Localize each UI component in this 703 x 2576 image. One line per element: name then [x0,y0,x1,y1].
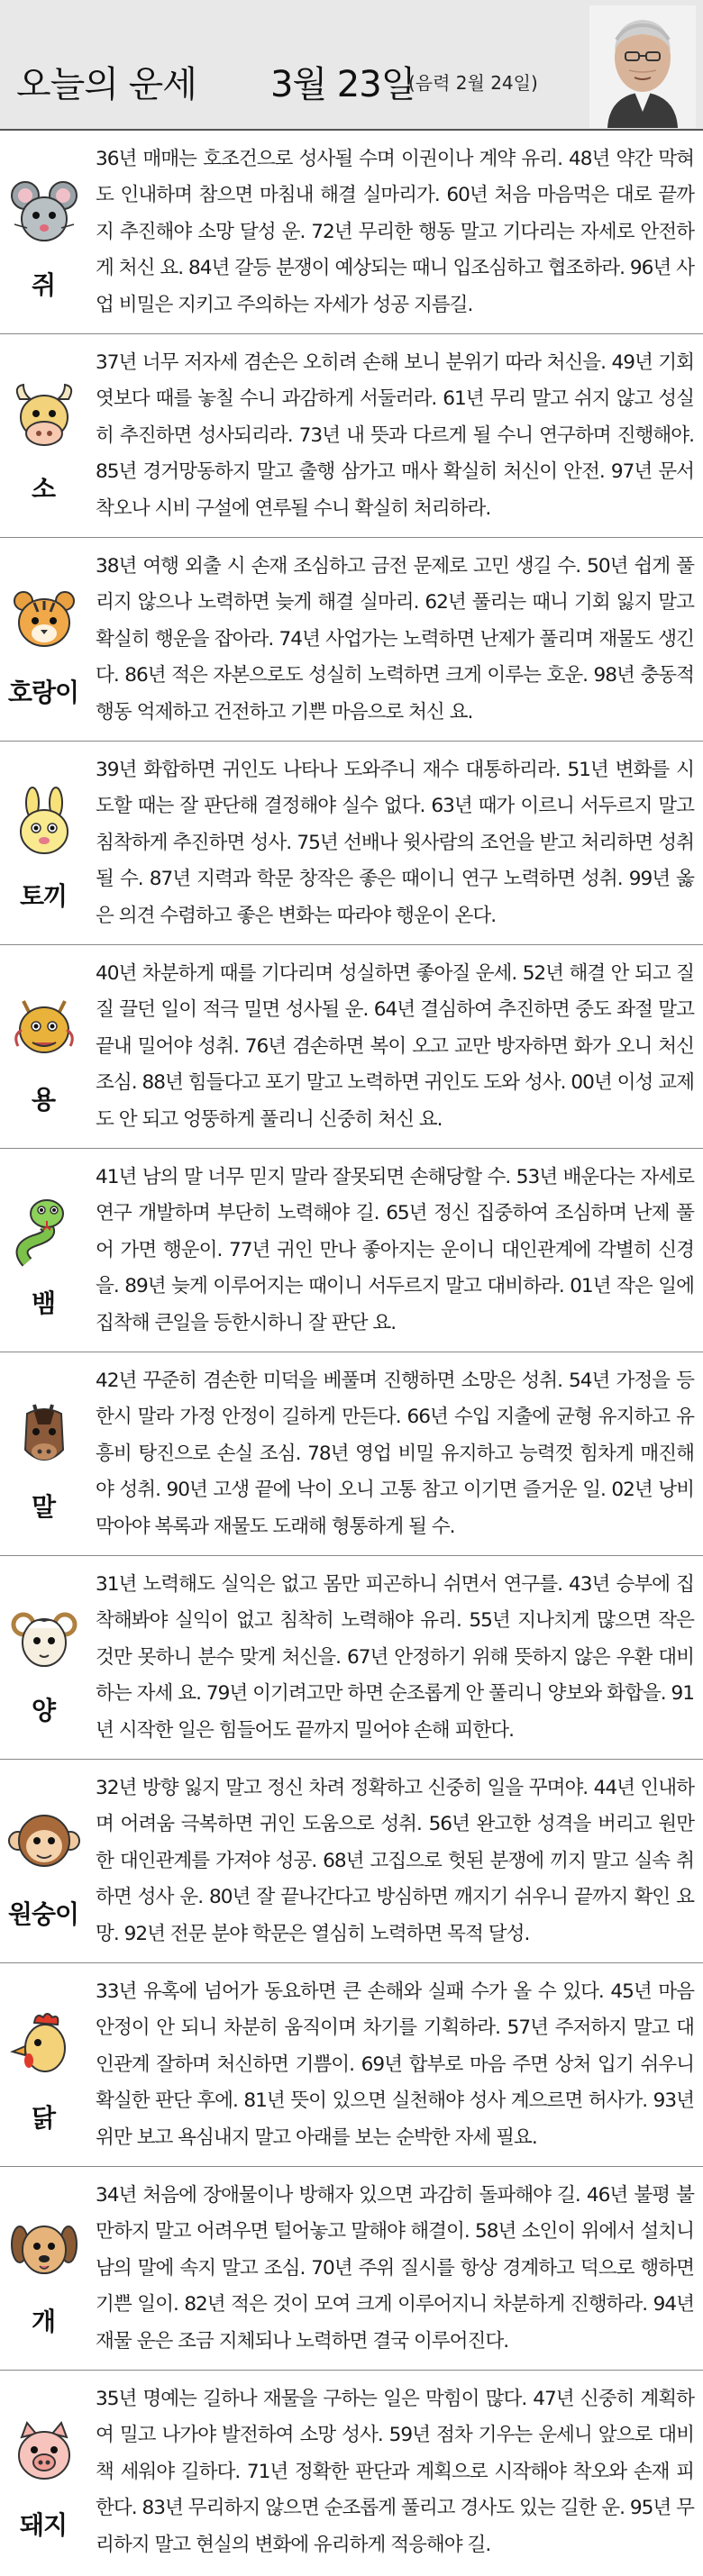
fortune-text: 36년 매매는 호조건으로 성사될 수며 이권이나 계약 유리. 48년 약간 막혀도 인내하며 참으면 마침내 해결 실마리가. 60년 처음 마음먹은 대로 끝까지 추진해야 소망 달성 운. 72년 무리한 행동 말고 기다리는 자세로 안전하게 처신 요. 84년 갈등 분쟁이 예상되는 때니 입조심하고 협조하라. 96년 사업 비밀은 지키고 주의하는 자세가 성공 지름길. [96,148,694,316]
rat-icon [7,176,81,250]
fortune-text: 37년 너무 저자세 겸손은 오히려 손해 보니 분위기 따라 처신을. 49년 기회 엿보다 때를 놓칠 수니 과감하게 서둘러라. 61년 무리 말고 쉬지 않고 성실히 추진하면 성사되리라. 73년 내 뜻과 다르게 될 수니 연구하며 진행해야. 85년 경거망동하지 말고 출행 삼가고 매사 확실히 처신이 안전. 97년 문서착오나 시비 구설에 연루될 수니 확실히 처리하라. [96,351,694,520]
zodiac-label-column [0,1556,87,1759]
zodiac-name: 말 [31,1492,56,1522]
zodiac-name: 쥐 [31,270,56,300]
horse-icon [7,1397,81,1471]
zodiac-name: 닭 [31,2103,56,2133]
fortune-text: 42년 꾸준히 겸손한 미덕을 베풀며 진행하면 소망은 성취. 54년 가정을 등한시 말라 가정 안정이 길하게 만든다. 66년 수입 지출에 균형 유지하고 유흥비 탕진으로 손실 조심. 78년 영업 비밀 유지하고 능력껏 힘차게 매진해야 성취. 90년 고생 끝에 낙이 오니 고통 참고 이기면 즐거운 일. 02년 낭비 막아야 복록과 재물도 도래해 형통하게 될 수. [96,1370,694,1538]
zodiac-row-dragon [0,945,703,1149]
fortune-teller-portrait-icon [589,5,696,128]
zodiac-fortune-list [0,131,703,2574]
page-title: 오늘의 운세 [16,64,196,105]
zodiac-row-rat [0,131,703,334]
zodiac-name: 양 [31,1696,56,1725]
zodiac-label-column [0,334,87,537]
fortune-text: 38년 여행 외출 시 손재 조심하고 금전 문제로 고민 생길 수. 50년 쉽게 풀리지 않으나 노력하면 늦게 해결 실마리. 62년 풀리는 때니 기회 잃지 말고 확실히 행운을 잡아라. 74년 사업가는 노력하면 난제가 풀리며 재물도 생긴다. 86년 적은 자본으로도 성실히 노력하면 크게 이루는 호운. 98년 충동적 행동 억제하고 건전하고 기쁜 마음으로 처신 요. [96,555,694,724]
zodiac-label-column [0,1149,87,1352]
zodiac-name: 돼지 [19,2510,68,2540]
rabbit-icon [7,787,81,860]
zodiac-name: 원숭이 [7,1899,79,1929]
zodiac-label-column [0,945,87,1148]
zodiac-name: 개 [31,2307,56,2336]
rooster-icon [7,2008,81,2082]
dragon-icon [7,990,81,1064]
zodiac-name: 용 [31,1085,56,1115]
zodiac-name: 토끼 [19,881,68,911]
zodiac-row-rabbit [0,742,703,945]
zodiac-label-column [0,1963,87,2166]
fortune-text: 31년 노력해도 실익은 없고 몸만 피곤하니 쉬면서 연구를. 43년 승부에 집착해봐야 실익이 없고 침착히 노력해야 유리. 55년 지나치게 많으면 작은 것만 못하니 분수 맞게 처신을. 67년 안정하기 위해 뜻하지 않은 우환 대비하는 자세 요. 79년 이기려고만 하면 순조롭게 안 풀리니 양보와 화합을. 91년 시작한 일은 힘들어도 끝까지 밀어야 손해 피한다. [96,1573,694,1742]
zodiac-label-column [0,2167,87,2370]
zodiac-label-column [0,742,87,944]
snake-icon [7,1194,81,1268]
fortune-text: 35년 명예는 길하나 재물을 구하는 일은 막힘이 많다. 47년 신중히 계획하여 밀고 나가야 발전하여 소망 성사. 59년 점차 기우는 운세니 앞으로 대비책 세워야 길하다. 71년 정확한 판단과 계획으로 시작해야 착오와 손재 피한다. 83년 무리하지 않으면 순조롭게 풀리고 경사도 있는 길한 운. 95년 무리하지 말고 현실의 변화에 유리하게 적응해야 길. [96,2388,694,2556]
zodiac-row-tiger [0,538,703,742]
date-label: 3월 23일 [270,64,415,105]
zodiac-row-snake [0,1149,703,1352]
zodiac-label-column [0,538,87,741]
zodiac-label-column [0,131,87,333]
zodiac-row-rooster [0,1963,703,2167]
page-header [0,0,703,131]
fortune-text: 39년 화합하면 귀인도 나타나 도와주니 재수 대통하리라. 51년 변화를 시도할 때는 잘 판단해 결정해야 실수 없다. 63년 때가 이르니 서두르지 말고 침착하게 추진하면 성사. 75년 선배나 윗사람의 조언을 받고 처리하면 성취될 수. 87년 지력과 학문 창작은 좋은 때이니 연구 노력하면 성취. 99년 옳은 의견 수렴하고 좋은 변화는 따라야 행운이 온다. [96,759,694,927]
zodiac-label-column [0,2371,87,2573]
lunar-date-label: (음력 2월 24일) [408,72,538,94]
monkey-icon [7,1805,81,1879]
zodiac-name: 뱀 [31,1288,56,1318]
zodiac-row-monkey [0,1760,703,1963]
sheep-icon [7,1601,81,1675]
zodiac-row-pig [0,2371,703,2574]
fortune-text: 34년 처음에 장애물이나 방해자 있으면 과감히 돌파해야 길. 46년 불평 불만하지 말고 어려우면 털어놓고 말해야 해결이. 58년 소인이 위에서 설치니 남의 말에 속지 말고 조심. 70년 주위 질시를 항상 경계하고 덕으로 행하면 기쁜 일이. 82년 적은 것이 모여 크게 이루어지니 차분하게 진행하라. 94년 재물 운은 조금 지체되나 노력하면 결국 이루어진다. [96,2184,694,2353]
fortune-text: 40년 차분하게 때를 기다리며 성실하면 좋아질 운세. 52년 해결 안 되고 질질 끌던 일이 적극 밀면 성사될 운. 64년 결심하여 추진하면 중도 좌절 말고 끝내 밀어야 성취. 76년 겸손하면 복이 오고 교만 방자하면 화가 오니 처신 조심. 88년 힘들다고 포기 말고 노력하면 귀인도 도와 성사. 00년 이성 교제도 안 되고 엉뚱하게 풀리니 신중히 처신 요. [96,962,694,1131]
zodiac-row-sheep [0,1556,703,1760]
zodiac-row-horse [0,1352,703,1556]
zodiac-row-ox [0,334,703,538]
fortune-text: 41년 남의 말 너무 믿지 말라 잘못되면 손해당할 수. 53년 배운다는 자세로 연구 개발하며 부단히 노력해야 길. 65년 정신 집중하여 조심하며 난제 풀어 가면 행운이. 77년 귀인 만나 좋아지는 운이니 대인관계에 각별히 신경을. 89년 늦게 이루어지는 때이니 서두르지 말고 대비하라. 01년 작은 일에 집착해 큰일을 등한시하니 잘 판단 요. [96,1166,694,1334]
fortune-text: 32년 방향 잃지 말고 정신 차려 정확하고 신중히 일을 꾸며야. 44년 인내하며 어려움 극복하면 귀인 도움으로 성취. 56년 완고한 성격을 버리고 원만한 대인관계를 가져야 성공. 68년 고집으로 헛된 분쟁에 끼지 말고 실속 취하면 성사 운. 80년 잘 끝나간다고 방심하면 깨지기 쉬우니 끝까지 확인 요망. 92년 전문 분야 학문은 열심히 노력하면 목적 달성. [96,1777,694,1945]
fortune-text: 33년 유혹에 넘어가 동요하면 큰 손해와 실패 수가 올 수 있다. 45년 마음 안정이 안 되니 차분히 움직이며 차기를 기획하라. 57년 주저하지 말고 대인관계 잘하며 처신하면 기쁨이. 69년 합부로 마음 주면 상처 입기 쉬우니 확실한 판단 후에. 81년 뜻이 있으면 실천해야 성사 계으르면 허사가. 93년 위만 보고 욕심내지 말고 아래를 보는 순박한 자세 필요. [96,1980,694,2149]
zodiac-row-dog [0,2167,703,2371]
ox-icon [7,379,81,453]
zodiac-name: 호랑이 [7,678,79,707]
tiger-icon [7,583,81,657]
dog-icon [7,2212,81,2286]
zodiac-name: 소 [31,474,56,504]
zodiac-label-column [0,1352,87,1555]
pig-icon [7,2416,81,2490]
zodiac-label-column [0,1760,87,1962]
